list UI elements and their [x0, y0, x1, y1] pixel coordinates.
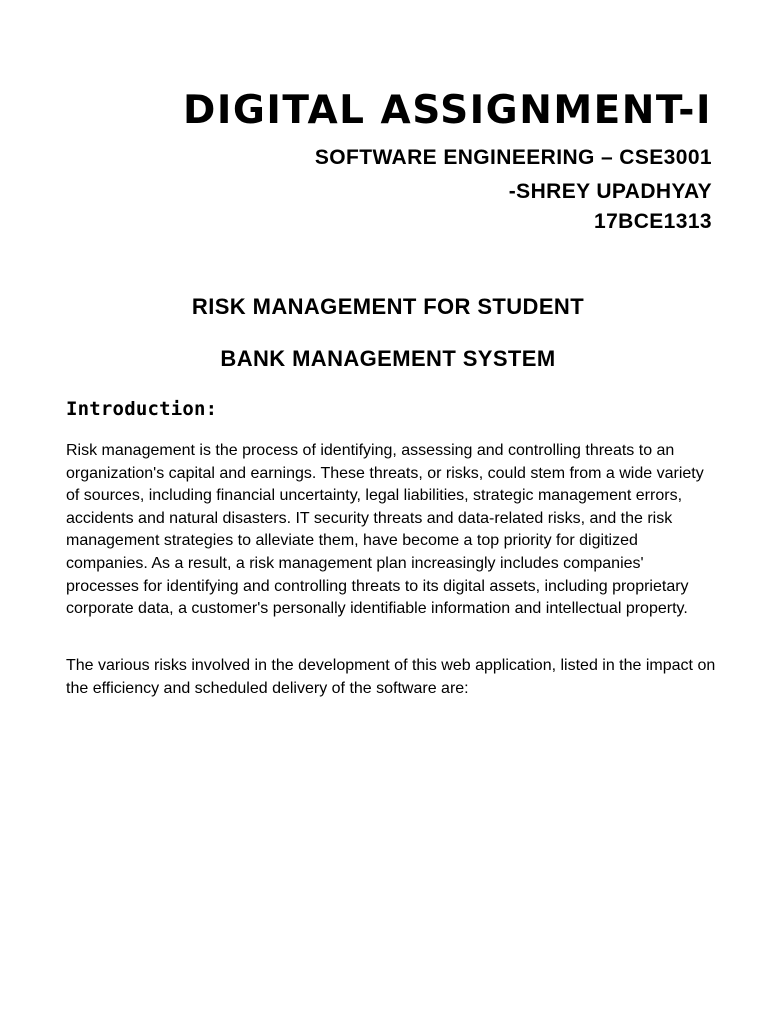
author-name: -SHREY UPADHYAY [508, 180, 712, 203]
course-name: SOFTWARE ENGINEERING – CSE3001 [314, 146, 712, 169]
document-title-line-1: RISK MANAGEMENT FOR STUDENT [191, 294, 585, 319]
registration-number: 17BCE1313 [593, 210, 712, 233]
assignment-title: DIGITAL ASSIGNMENT-I [182, 88, 712, 133]
introduction-paragraph-2: The various risks involved in the development of this web application, listed in the impact on the efficiency and scheduled delivery of the software are: [66, 657, 716, 697]
document-title-line-2: BANK MANAGEMENT SYSTEM [220, 346, 556, 371]
introduction-heading: Introduction: [66, 398, 218, 420]
header-block [183, 86, 712, 234]
introduction-paragraph-1: Risk management is the process of identifying, assessing and controlling threats to an organization's capital and earnings. These threats, or risks, could stem from a wide variety of sources, including financial uncertainty, legal liabilities, strategic management errors, accidents and natural disasters. IT security threats and data-related risks, and the risk management strategies to alleviate them, have become a top priority for digitized companies. As a result, a risk management plan increasingly includes companies' processes for identifying and controlling threats to its digital assets, including proprietary corporate data, a customer's personally identifiable information and intellectual property. [66, 442, 704, 618]
